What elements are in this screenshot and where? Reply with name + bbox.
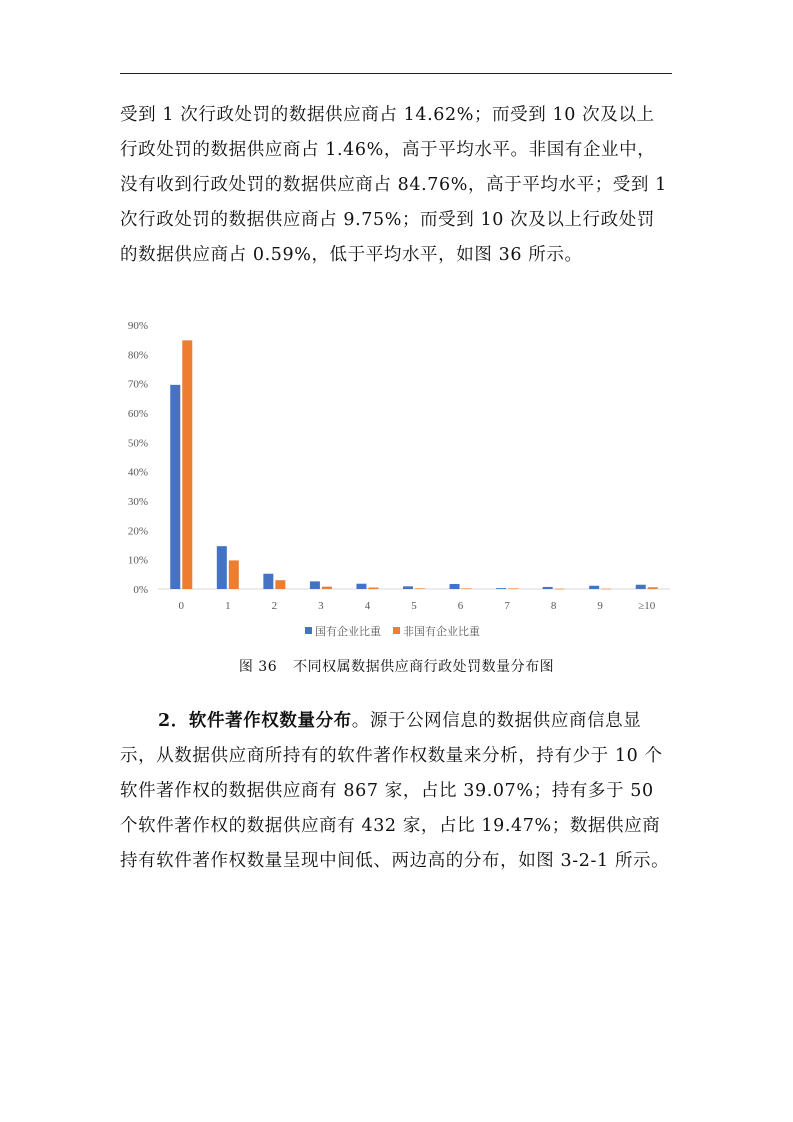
bar-non-state-owned — [601, 589, 611, 590]
bar-state-owned — [263, 574, 273, 589]
bar-state-owned — [496, 588, 506, 589]
bar-state-owned — [356, 584, 366, 589]
bar-non-state-owned — [462, 588, 472, 589]
bar-non-state-owned — [322, 587, 332, 589]
bar-state-owned — [589, 586, 599, 589]
section-heading: 2．软件著作权数量分布 — [158, 711, 352, 731]
bar-state-owned — [543, 587, 553, 589]
bar-non-state-owned — [555, 589, 565, 590]
bar-state-owned — [636, 585, 646, 589]
header-rule — [120, 73, 672, 74]
y-tick-label: 20% — [127, 525, 148, 538]
y-tick-label: 0% — [133, 584, 148, 596]
y-tick-label: 40% — [127, 466, 148, 479]
x-tick-label: 9 — [597, 600, 603, 612]
x-tick-label: 6 — [457, 600, 464, 612]
bar-non-state-owned — [275, 580, 285, 589]
y-tick-label: 50% — [127, 437, 148, 450]
bar-non-state-owned — [508, 588, 518, 589]
bar-non-state-owned — [182, 340, 192, 589]
x-tick-label: 2 — [271, 600, 278, 612]
x-tick-label: 7 — [504, 600, 510, 612]
y-tick-label: 60% — [127, 408, 148, 420]
bar-state-owned — [450, 584, 460, 589]
x-tick-label: 0 — [178, 600, 185, 612]
figure-title: 不同权属数据供应商行政处罚数量分布图 — [293, 659, 555, 675]
y-tick-label: 10% — [127, 554, 148, 567]
bar-non-state-owned — [368, 588, 378, 589]
y-tick-label: 70% — [127, 378, 148, 391]
legend-label: 非国有企业比重 — [403, 626, 480, 638]
bar-non-state-owned — [648, 587, 658, 589]
x-tick-label: 3 — [318, 600, 324, 612]
body-paragraph-1: 受到 1 次行政处罚的数据供应商占 14.62%；而受到 10 次及以上行政处罚的数据供应商占 1.46%，高于平均水平。非国有企业中，没有收到行政处罚的数据供应商占 84.76%，高于平均水平；受到 1 次行政处罚的数据供应商占 9.75%；而受到 10 次及以上行政处罚的数据供应商占 0.59%，低于平均水平，如图 36 所示。 — [120, 105, 667, 265]
x-tick-label: ≥10 — [638, 600, 656, 612]
figure-number: 图 36 — [238, 659, 278, 675]
bar-state-owned — [217, 546, 227, 589]
bar-state-owned — [403, 586, 413, 589]
bar-non-state-owned — [229, 560, 239, 589]
bar-non-state-owned — [415, 588, 425, 589]
legend-swatch — [393, 627, 400, 634]
bar-chart — [118, 308, 674, 648]
body-paragraph-2 — [120, 704, 672, 879]
legend-swatch — [305, 627, 312, 634]
bar-state-owned — [170, 385, 180, 589]
x-tick-label: 4 — [364, 600, 371, 612]
figure-caption — [0, 656, 793, 676]
y-tick-label: 30% — [127, 496, 148, 508]
x-tick-label: 1 — [225, 600, 231, 612]
bar-state-owned — [310, 581, 320, 589]
y-tick-label: 90% — [127, 320, 148, 332]
y-tick-label: 80% — [127, 349, 148, 362]
x-tick-label: 5 — [411, 600, 417, 612]
section-body: 。源于公网信息的数据供应商信息显示，从数据供应商所持有的软件著作权数量来分析，持有少于 10 个软件著作权的数据供应商有 867 家，占比 39.07%；持有多于 50 个软件著作权的数据供应商有 432 家，占比 19.47%；数据供应商持有软件著作权数量呈现中间低、两边高的分布，如图 3-2-1 所示。 — [120, 711, 670, 871]
legend-label: 国有企业比重 — [315, 626, 381, 638]
x-tick-label: 8 — [550, 600, 557, 612]
